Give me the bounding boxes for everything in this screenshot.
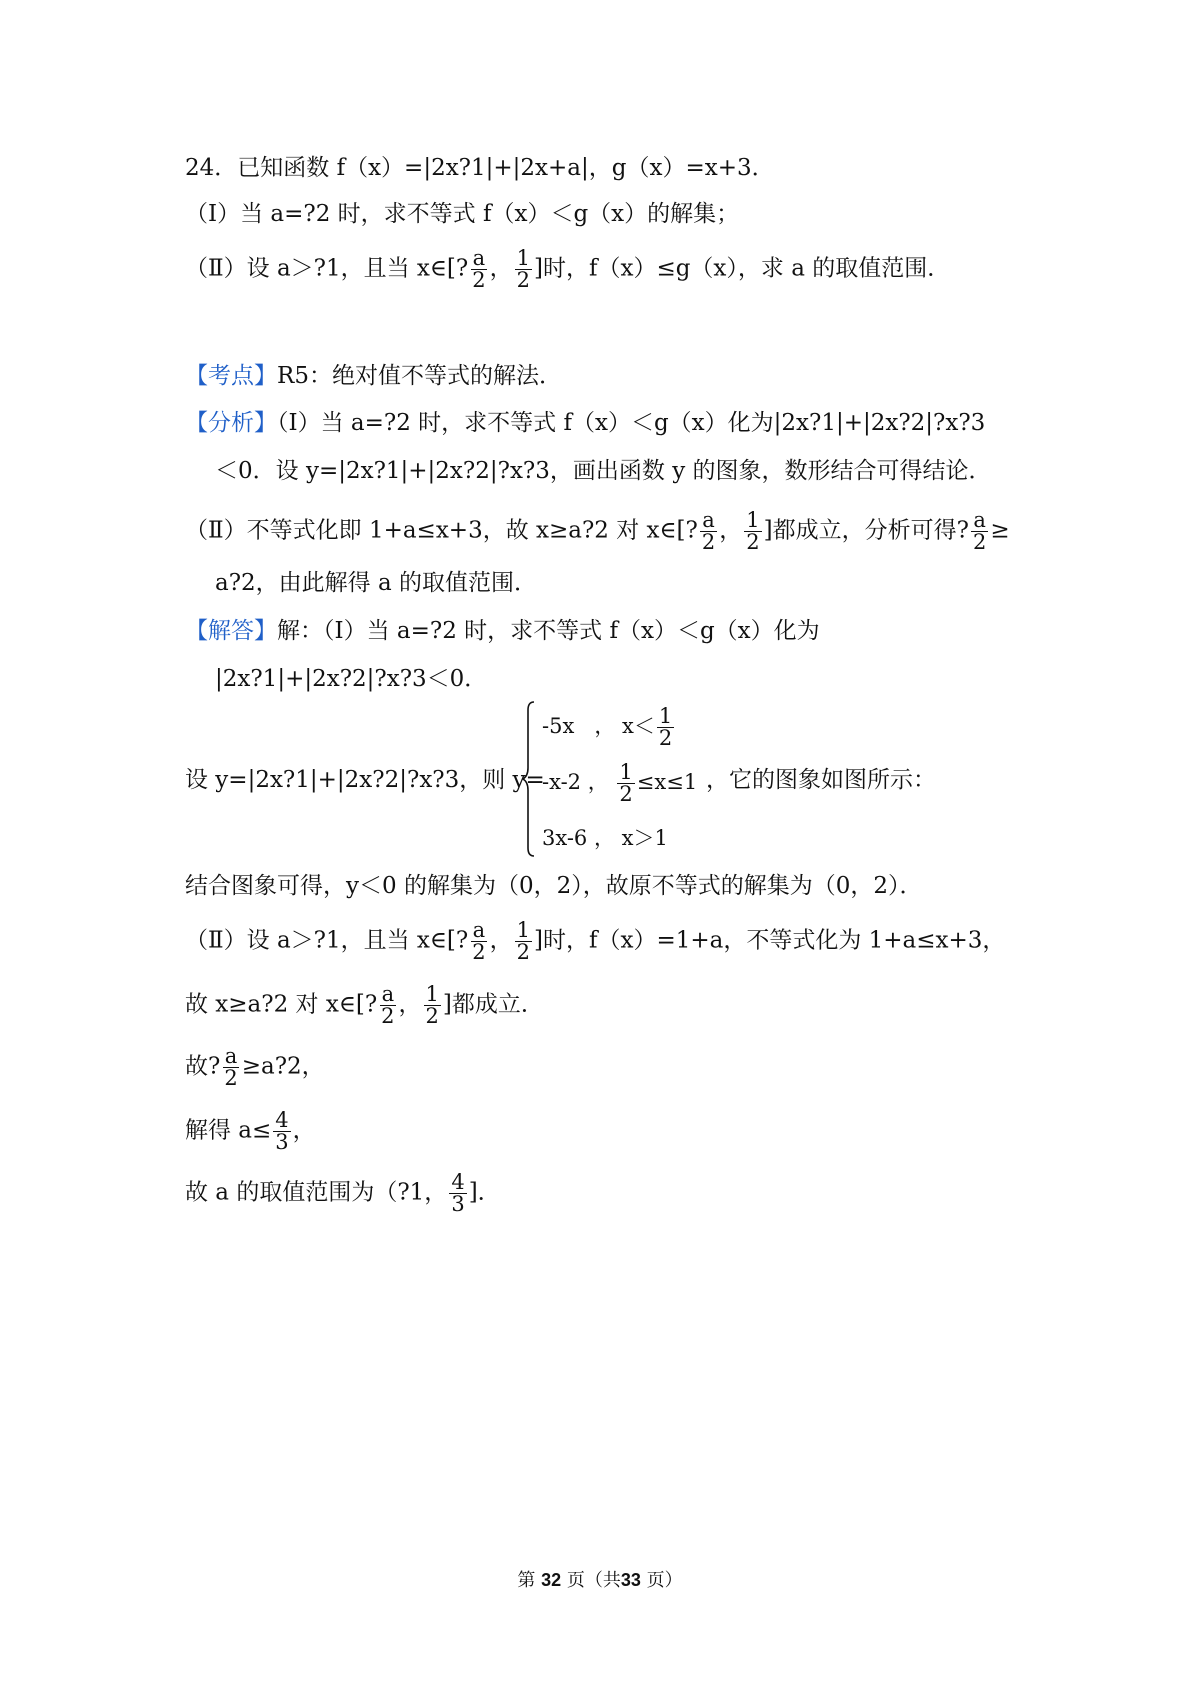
problem-part2 (185, 248, 950, 291)
numerator: a (224, 1044, 238, 1068)
denominator: 2 (381, 1004, 395, 1028)
jieda-conclusion1: 结合图象可得，y＜0 的解集为（0，2），故原不等式的解集为（0，2）． (185, 873, 923, 899)
numerator: a (472, 246, 486, 270)
denominator: 2 (472, 268, 486, 292)
comma: ， (489, 927, 513, 954)
problem-part1: （Ⅰ）当 a=?2 时，求不等式 f（x）＜g（x）的解集； (185, 201, 740, 227)
kaodian-text: R5：绝对值不等式的解法． (277, 363, 562, 389)
numerator: 1 (746, 508, 760, 532)
text: 故? (185, 1053, 221, 1080)
case-cond: ≤x≤1 (636, 770, 698, 794)
case-3 (542, 826, 668, 850)
text: 故 a 的取值范围为（?1， (185, 1179, 448, 1206)
numerator: 1 (658, 704, 673, 728)
text: ≥ (990, 517, 1010, 544)
jieda-after-cases: ，它的图象如图所示： (706, 767, 936, 793)
case-sep: ， (593, 826, 615, 850)
fraction (744, 510, 761, 553)
text: ]时，f（x）=1+a，不等式化为 1+a≤x+3， (533, 927, 1006, 954)
left-brace-icon (522, 700, 536, 858)
jieda-p6 (185, 1172, 501, 1215)
fenxi-tag: 【分析】 (185, 410, 277, 436)
footer-text: 页（共 (566, 1570, 621, 1591)
text: （Ⅱ）不等式化即 1+a≤x+3，故 x≥a?2 对 x∈[? (185, 517, 698, 544)
comma: ， (719, 517, 743, 544)
case-1 (542, 706, 676, 749)
case-expr: 3x-6 (542, 826, 588, 850)
jieda-p4 (185, 1046, 325, 1089)
jieda-p2 (185, 920, 1005, 963)
numerator: 1 (425, 982, 439, 1006)
fraction (657, 706, 674, 749)
text: ≥a?2， (241, 1053, 325, 1080)
denominator: 2 (472, 940, 486, 964)
page-number: 32 (541, 1570, 562, 1590)
page-footer (0, 1566, 1200, 1592)
jieda-line1 (185, 615, 820, 647)
denominator: 2 (658, 726, 673, 750)
denominator: 2 (516, 268, 530, 292)
text: ]都成立，分析可得? (763, 517, 969, 544)
total-pages: 33 (620, 1570, 641, 1590)
jieda-tag: 【解答】 (185, 618, 277, 644)
jieda-set-y: 设 y=|2x?1|+|2x?2|?x?3，则 y= (185, 767, 545, 793)
denominator: 3 (451, 1192, 465, 1216)
fraction (617, 762, 634, 805)
numerator: 1 (516, 918, 530, 942)
denominator: 2 (516, 940, 530, 964)
fraction (971, 510, 988, 553)
kaodian-tag: 【考点】 (185, 363, 277, 389)
numerator: a (702, 508, 715, 532)
case-sep: ， (587, 770, 609, 794)
jieda-p3 (185, 984, 544, 1027)
text: （Ⅱ）设 a＞?1，且当 x∈[? (185, 255, 469, 282)
numerator: a (381, 982, 395, 1006)
jieda-line2: |2x?1|+|2x?2|?x?3＜0． (215, 666, 488, 692)
jieda-text: 解：（Ⅰ）当 a=?2 时，求不等式 f（x）＜g（x）化为 (277, 618, 820, 644)
problem-title: 24．已知函数 f（x）=|2x?1|+|2x+a|，g（x）=x+3． (185, 155, 775, 181)
numerator: 1 (619, 760, 633, 784)
numerator: a (973, 508, 986, 532)
text: ]都成立． (442, 991, 544, 1018)
fraction (449, 1172, 466, 1215)
footer-text: 页） (646, 1570, 683, 1591)
fenxi-text: （Ⅰ）当 a=?2 时，求不等式 f（x）＜g（x）化为|2x?1|+|2x?2|?x?3 (277, 410, 986, 436)
case-cond: x＞1 (621, 826, 668, 850)
fenxi-line2: ＜0．设 y=|2x?1|+|2x?2|?x?3，画出函数 y 的图象，数形结合可得结论． (215, 458, 992, 484)
text: 故 x≥a?2 对 x∈[? (185, 991, 378, 1018)
denominator: 2 (425, 1004, 439, 1028)
fenxi-line3 (185, 510, 1010, 553)
text: ]时，f（x）≤g（x），求 a 的取值范围． (533, 255, 951, 282)
denominator: 2 (619, 782, 633, 806)
fenxi-line4: a?2，由此解得 a 的取值范围． (215, 570, 538, 596)
denominator: 2 (746, 530, 760, 554)
case-sep: ， (594, 714, 616, 738)
fraction (515, 920, 532, 963)
kaodian-line (185, 360, 562, 392)
fraction (470, 920, 487, 963)
case-expr: -5x (542, 714, 575, 738)
text: ， (292, 1117, 316, 1144)
denominator: 2 (701, 530, 716, 554)
footer-text: 第 (517, 1570, 536, 1591)
fraction (515, 248, 532, 291)
fraction (424, 984, 441, 1027)
fraction (470, 248, 487, 291)
text: （Ⅱ）设 a＞?1，且当 x∈[? (185, 927, 469, 954)
case-cond: x＜ (622, 714, 655, 738)
denominator: 2 (972, 530, 987, 554)
case-2 (542, 762, 697, 805)
numerator: a (472, 918, 486, 942)
numerator: 4 (451, 1170, 465, 1194)
piecewise-function (522, 700, 702, 858)
denominator: 2 (224, 1066, 238, 1090)
comma: ， (489, 255, 513, 282)
numerator: 4 (275, 1108, 289, 1132)
jieda-p5 (185, 1110, 316, 1153)
fraction (379, 984, 396, 1027)
fenxi-line1 (185, 407, 985, 439)
fraction (700, 510, 717, 553)
numerator: 1 (516, 246, 530, 270)
text: 解得 a≤ (185, 1117, 272, 1144)
text: ]． (468, 1179, 501, 1206)
comma: ， (398, 991, 422, 1018)
case-expr: -x-2 (542, 770, 582, 794)
denominator: 3 (275, 1130, 289, 1154)
fraction (222, 1046, 239, 1089)
fraction (273, 1110, 290, 1153)
